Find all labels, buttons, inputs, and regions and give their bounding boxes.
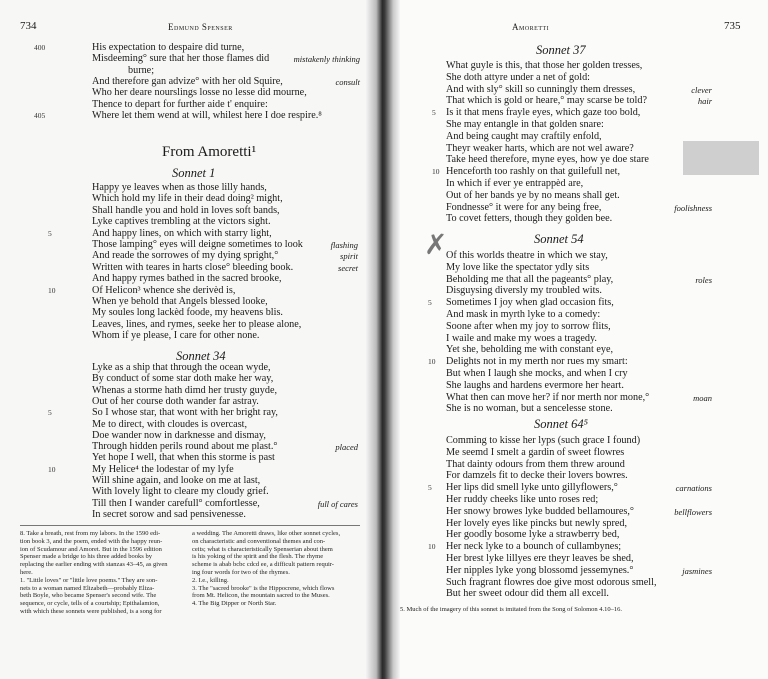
verse-line: Of this worlds theatre in which we stay, — [446, 250, 608, 261]
line-number: 10 — [428, 542, 436, 552]
verse-line: Till then I wander carefull° comfortlesse, — [92, 497, 260, 509]
verse-line: Her brest lyke lillyes ere theyr leaves be shed, — [446, 553, 634, 564]
verse-line: Will shine again, and looke on me at last, — [92, 475, 261, 486]
right-running-head: Amoretti — [512, 22, 550, 32]
verse-line: She doth attyre under a net of gold: — [446, 71, 591, 83]
verse-line: And happy rymes bathed in the sacred brooke, — [92, 273, 282, 285]
margin-gloss: mistakenly thinking — [293, 54, 360, 65]
sonnet-1-title: Sonnet 1 — [172, 166, 216, 180]
margin-gloss: moan — [693, 392, 712, 403]
verse-line: That dainty odours from them threw around — [446, 458, 625, 470]
footnote-line: Spenser made a bridge to his three added books by — [20, 553, 152, 561]
verse-line: Out of her course doth wander far astray. — [92, 395, 259, 407]
verse-line: Happy ye leaves when as those lilly hands, — [92, 182, 267, 193]
footnote-line: 2. I.e., killing. — [192, 576, 229, 584]
section-title: From Amoretti¹ — [162, 144, 257, 160]
margin-gloss: carnations — [675, 483, 712, 494]
sonnet-64-title: Sonnet 64⁵ — [534, 417, 588, 431]
right-page — [384, 0, 768, 679]
gray-highlight-block — [683, 141, 759, 175]
footnote-line: 1. "Little loves" or "little love poems." They are son- — [20, 576, 158, 584]
verse-line: Her neck lyke to a bounch of cullambynes; — [446, 541, 622, 553]
verse-line: To covet fetters, though they golden bee. — [446, 213, 613, 225]
verse-line: Lyke as a ship that through the ocean wyde, — [92, 362, 271, 373]
footnotes-column-2 — [192, 530, 362, 608]
pencil-x-mark: ✗ — [424, 228, 448, 261]
footnote-line: 3. The "sacred brooke" is the Hippocrene, which flows — [192, 584, 335, 592]
verse-line: And being caught may craftily enfold, — [446, 130, 602, 142]
line-number: 10 — [432, 167, 440, 177]
verse-line: My love like the spectator ydly sits — [446, 261, 590, 273]
left-running-head: Edmund Spenser — [168, 22, 233, 32]
footnote-5: 5. Much of the imagery of this sonnet is imitated from the Song of Solomon 4.10–16. — [400, 606, 623, 613]
verse-line: Those lamping° eyes will deigne sometimes to look — [92, 239, 303, 250]
verse-line: What guyle is this, that those her golden tresses, — [446, 60, 643, 71]
left-page-number: 734 — [20, 20, 37, 32]
footnote-line: beth Boyle, who became Spenser's second wife. The — [20, 592, 157, 600]
right-page-number: 735 — [724, 20, 741, 32]
line-number: 5 — [428, 483, 432, 493]
verse-line: Through hidden perils round about me plast.° — [92, 441, 278, 453]
verse-line: Me to direct, with cloudes is overcast, — [92, 418, 248, 430]
verse-line: With lovely light to cleare my cloudy grief. — [92, 486, 269, 498]
line-number: 5 — [48, 228, 52, 238]
line-number: 400 — [34, 43, 46, 52]
footnote-line: is his yoking of the spirit and the flesh. The rhyme — [192, 553, 324, 561]
verse-line: Of Helicon³ whence she derivèd is, — [92, 284, 236, 296]
verse-line: His expectation to despaire did turne, — [92, 42, 245, 53]
footnote-line: 8. Take a breath, rest from my labors. In the 1590 edi- — [20, 530, 161, 537]
margin-gloss: secret — [338, 262, 358, 273]
verse-line: Shall handle you and hold in loves soft bands, — [92, 204, 280, 216]
verse-line: Who her deare nourslings losse no lesse did mourne, — [92, 87, 307, 99]
verse-line: I waile and make my woes a tragedy. — [446, 332, 597, 344]
line-number: 10 — [428, 357, 436, 367]
footnote-line: ing four words for two of the rhymes. — [192, 568, 290, 576]
verse-line: Where let them wend at will, whilest here I doe respire.⁸ — [92, 109, 322, 121]
verse-line: Doe wander now in darknesse and dismay, — [92, 429, 266, 441]
verse-line: And mask in myrth lyke to a comedy: — [446, 309, 601, 320]
margin-gloss: consult — [335, 76, 360, 87]
footnote-line: tion book 3, and the poem, ended with the happy reun- — [20, 537, 163, 545]
verse-line: Whenas a storme hath dimd her trusty guyde, — [92, 384, 278, 396]
verse-line: Sometimes I joy when glad occasion fits, — [446, 297, 614, 309]
verse-line: Is it that mens frayle eyes, which gaze too bold, — [446, 107, 641, 119]
verse-line: She may entangle in that golden snare: — [446, 119, 604, 130]
verse-line: burne; — [128, 64, 155, 76]
verse-line: Comming to kisse her lyps (such grace I found) — [446, 435, 641, 446]
footnote-line: here. — [20, 568, 33, 576]
footnote-line: scheme is abab bcbc cdcd ee, a difficult pattern requir- — [192, 561, 334, 569]
margin-gloss: bellflowers — [674, 506, 712, 517]
verse-line: Disguysing diversly my troubled wits. — [446, 285, 602, 297]
verse-line: For damzels fit to decke their lovers bowres. — [446, 470, 628, 482]
verse-line: Lyke captives trembling at the victors sight. — [92, 216, 271, 228]
verse-line: Her snowy browes lyke budded bellamoures,° — [446, 505, 634, 517]
verse-line: In secret sorow and sad pensivenesse. — [92, 508, 246, 520]
verse-line: Her goodly bosome lyke a strawberry bed, — [446, 529, 620, 541]
footnote-line: on characteristic and conventional themes and con- — [192, 537, 326, 545]
verse-line: Misdeeming° sure that her those flames did — [92, 53, 270, 65]
verse-line: Out of her bands ye by no means shall get. — [446, 189, 620, 201]
margin-gloss: clever — [691, 84, 712, 95]
footnote-line: sequence, or cycle, tells of a courtship; Epithalamion, — [20, 600, 160, 608]
footnote-line: nets to a woman named Elizabeth—probably Eliza- — [20, 584, 155, 592]
verse-line: That which is gold or heare,° may scarse be told? — [446, 95, 647, 107]
verse-line: Thence to depart for further aide t' enquire: — [92, 98, 268, 110]
line-number: 5 — [48, 408, 52, 418]
verse-line: Whom if ye please, I care for other none. — [92, 330, 260, 342]
verse-line: But when I laugh she mocks, and when I cry — [446, 368, 628, 379]
verse-line: She laughs and hardens evermore her heart. — [446, 379, 624, 391]
verse-line: Her lovely eyes like pincks but newly spred, — [446, 517, 628, 529]
footnote-rule — [20, 525, 360, 526]
footnote-line: from Mt. Helicon, the mountain sacred to the Muses. — [192, 592, 330, 600]
verse-line: Yet hope I well, that when this storme is past — [92, 452, 275, 464]
verse-line: Delights not in my merth nor rues my smart: — [446, 356, 628, 368]
footnote-line: 4. The Big Dipper or North Star. — [192, 600, 277, 608]
footnote-line: replacing the earlier ending with stanzas 43–45, as given — [20, 561, 168, 569]
verse-line: And therefore gan advize° with her old Squire, — [92, 75, 283, 87]
verse-line: Fondnesse° it were for any being free, — [446, 201, 602, 213]
footnote-line: ion of Scudamour and Amoret. But in the 1596 edition — [20, 545, 162, 553]
verse-line: Which hold my life in their dead doing² might, — [92, 193, 283, 205]
line-number: 10 — [48, 285, 56, 295]
verse-line: Take heed therefore, myne eyes, how ye doe stare — [446, 154, 649, 166]
verse-line: Such fragrant flowres doe give most odorous smell, — [446, 576, 657, 588]
verse-line: And with sly° skill so cunningly them dresses, — [446, 83, 636, 95]
footnote-line: ceits; what is characteristically Spenserian about them — [192, 545, 333, 553]
verse-line: Yet she, beholding me with constant eye, — [446, 344, 614, 356]
verse-line: In which if ever ye entrappèd are, — [446, 178, 584, 189]
line-number: 5 — [432, 108, 436, 118]
footnote-line: a wedding. The Amoretti draws, like other sonnet cycles, — [192, 530, 341, 537]
margin-gloss: full of cares — [317, 498, 358, 509]
book-gutter — [366, 0, 400, 679]
verse-line: My soules long lackèd foode, my heavens blis. — [92, 307, 283, 319]
verse-line: Beholding me that all the pageants° play, — [446, 273, 614, 285]
sonnet-54-title: Sonnet 54 — [534, 232, 584, 246]
verse-line: Theyr weaker harts, which are not wel aware? — [446, 142, 634, 154]
line-number: 5 — [428, 298, 432, 308]
verse-line: And reade the sorrowes of my dying spright,° — [92, 250, 279, 262]
sonnet-34-title: Sonnet 34 — [176, 349, 226, 363]
verse-line: But her sweet odour did them all excell. — [446, 588, 609, 600]
verse-line: And happy lines, on which with starry light, — [92, 227, 272, 239]
margin-gloss: jasmines — [682, 565, 712, 576]
line-number: 405 — [34, 110, 46, 120]
verse-line: Me seemd I smelt a gardin of sweet flowres — [446, 446, 625, 458]
verse-line: What then can move her? if nor merth nor mone,° — [446, 391, 650, 403]
verse-line: Her ruddy cheeks like unto roses red; — [446, 494, 599, 505]
margin-gloss: foolishness — [674, 202, 712, 213]
sonnet-37-title: Sonnet 37 — [536, 43, 586, 57]
margin-gloss: hair — [697, 96, 712, 107]
margin-gloss: roles — [695, 274, 712, 285]
verse-line: My Helice⁴ the lodestar of my lyfe — [92, 463, 234, 475]
verse-line: By conduct of some star doth make her way, — [92, 373, 274, 385]
verse-line: When ye behold that Angels blessed looke, — [92, 296, 268, 307]
verse-line: She is no woman, but a sencelesse stone. — [446, 403, 613, 415]
footnotes-column-1 — [20, 530, 190, 616]
margin-gloss: flashing — [330, 240, 358, 250]
verse-line: Henceforth too rashly on that guilefull net, — [446, 166, 620, 178]
line-number: 10 — [48, 464, 56, 474]
verse-line: Written with teares in harts close° bleeding book. — [92, 261, 294, 273]
margin-gloss: spirit — [340, 251, 358, 262]
verse-line: Her lips did smell lyke unto gillyflowers,° — [446, 482, 618, 494]
verse-line: Leaves, lines, and rymes, seeke her to please alone, — [92, 318, 302, 330]
margin-gloss: placed — [335, 442, 358, 453]
verse-line: So I whose star, that wont with her bright ray, — [92, 407, 278, 419]
footnote-line: with which these sonnets were published, is a song for — [20, 607, 162, 615]
verse-line: Soone after when my joy to sorrow flits, — [446, 320, 611, 332]
verse-line: Her nipples lyke yong blossomd jessemynes.° — [446, 564, 634, 576]
